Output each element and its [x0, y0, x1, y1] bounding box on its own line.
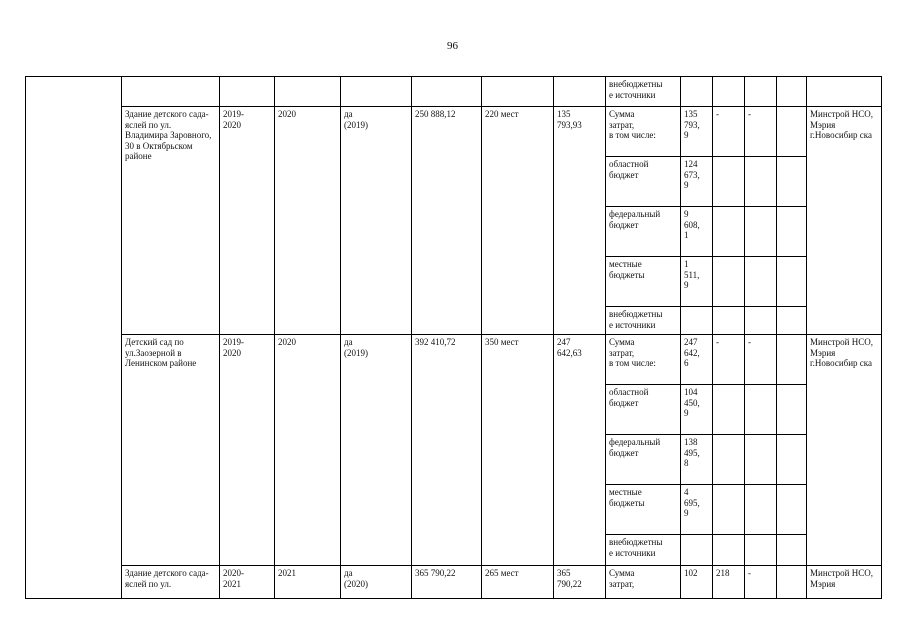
table-row	[26, 566, 882, 599]
object-design-doc: да (2019)	[341, 107, 412, 335]
object-executor: Минстрой НСО, Мэрия	[807, 566, 882, 599]
object-name: Детский сад по ул.Заозерной в Ленинском районе	[122, 335, 220, 566]
component-value: 4 695, 9	[681, 485, 713, 535]
page-number: 96	[447, 40, 458, 52]
component-label: областной бюджет	[606, 385, 681, 435]
component-value: 247 642, 6	[681, 335, 713, 385]
object-period: 2020- 2021	[220, 566, 275, 599]
component-year3: -	[745, 566, 777, 599]
component-value: 9 608, 1	[681, 207, 713, 257]
object-estimated-cost: 365 790,22	[412, 566, 482, 599]
component-label: внебюджетны е источники	[606, 77, 681, 107]
component-label: Сумма затрат, в том числе:	[606, 107, 681, 157]
object-executor: Минстрой НСО, Мэрия г.Новосибир ска	[807, 107, 882, 335]
component-label: федеральный бюджет	[606, 435, 681, 485]
component-label: внебюджетны е источники	[606, 535, 681, 566]
object-period: 2019- 2020	[220, 335, 275, 566]
component-year2: -	[713, 107, 745, 157]
component-label: местные бюджеты	[606, 485, 681, 535]
object-name: Здание детского сада-яслей по ул.	[122, 566, 220, 599]
component-year3: -	[745, 335, 777, 385]
component-label: Сумма затрат,	[606, 566, 681, 599]
component-label: местные бюджеты	[606, 257, 681, 307]
object-completion-year: 2020	[275, 335, 341, 566]
object-capacity: 265 мест	[482, 566, 554, 599]
component-value: 124 673, 9	[681, 157, 713, 207]
component-year3: -	[745, 107, 777, 157]
object-period: 2019- 2020	[220, 107, 275, 335]
object-estimated-cost: 392 410,72	[412, 335, 482, 566]
component-value: 138 495, 8	[681, 435, 713, 485]
object-capacity: 350 мест	[482, 335, 554, 566]
object-completion-year: 2020	[275, 107, 341, 335]
component-value: 104 450, 9	[681, 385, 713, 435]
component-value: 135 793, 9	[681, 107, 713, 157]
object-name: Здание детского сада-яслей по ул. Владимира Заровного, 30 в Октябрьском районе	[122, 107, 220, 335]
object-remaining-cost: 365 790,22	[554, 566, 606, 599]
object-capacity: 220 мест	[482, 107, 554, 335]
component-label: областной бюджет	[606, 157, 681, 207]
component-label: внебюджетны е источники	[606, 307, 681, 335]
component-year2: 218	[713, 566, 745, 599]
object-design-doc: да (2019)	[341, 335, 412, 566]
component-value: 102	[681, 566, 713, 599]
object-remaining-cost: 135 793,93	[554, 107, 606, 335]
table-row	[26, 77, 882, 107]
component-year2: -	[713, 335, 745, 385]
object-remaining-cost: 247 642,63	[554, 335, 606, 566]
component-label: федеральный бюджет	[606, 207, 681, 257]
object-executor: Минстрой НСО, Мэрия г.Новосибир ска	[807, 335, 882, 566]
component-label: Сумма затрат, в том числе:	[606, 335, 681, 385]
table-row	[26, 335, 882, 385]
object-estimated-cost: 250 888,12	[412, 107, 482, 335]
table-row	[26, 107, 882, 157]
component-value: 1 511, 9	[681, 257, 713, 307]
object-design-doc: да (2020)	[341, 566, 412, 599]
investment-objects-table	[25, 76, 882, 599]
section-cell	[26, 77, 122, 599]
object-completion-year: 2021	[275, 566, 341, 599]
